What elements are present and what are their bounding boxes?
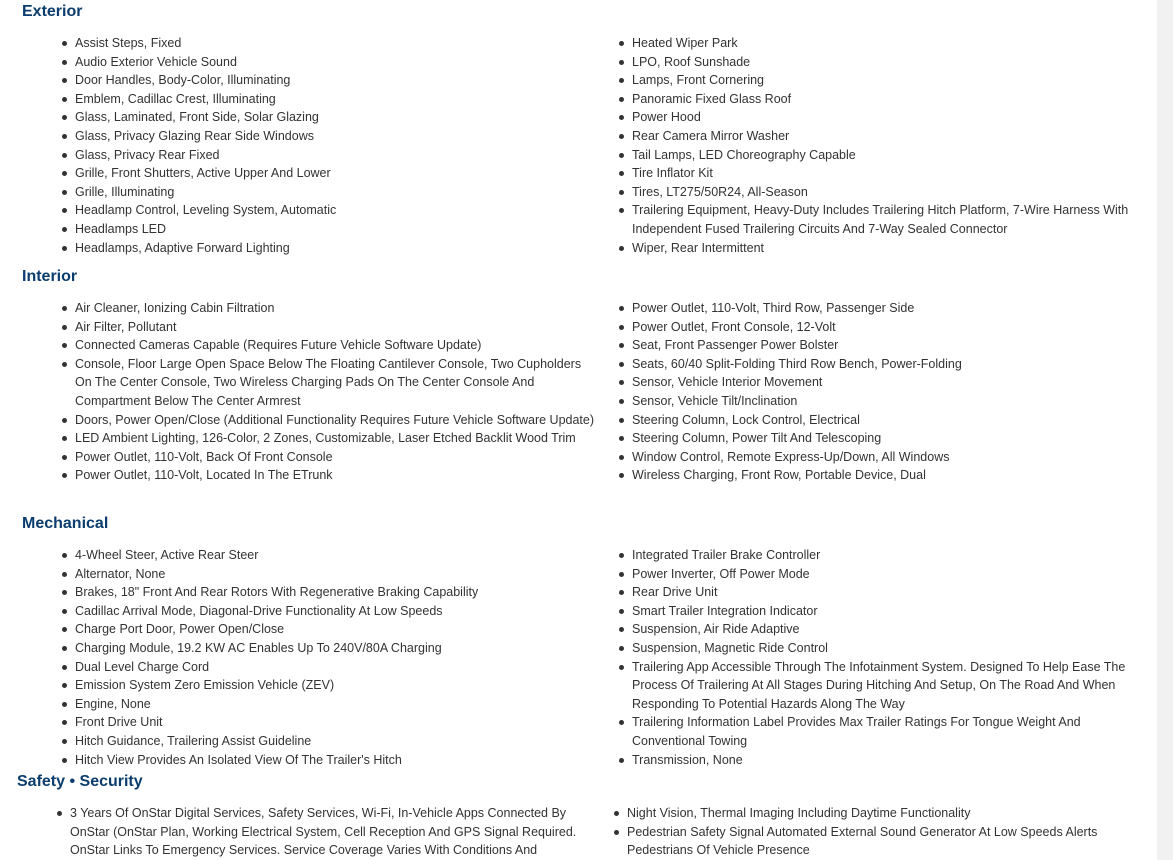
feature-list-item: Trailering Information Label Provides Max Trailer Ratings For Tongue Weight And Conventional Towing	[632, 713, 1152, 750]
feature-list-item: Glass, Laminated, Front Side, Solar Glazing	[75, 108, 605, 127]
feature-list-item: Integrated Trailer Brake Controller	[632, 546, 1152, 565]
feature-list-item: Headlamp Control, Leveling System, Automatic	[75, 201, 605, 220]
feature-list-item: Transmission, None	[632, 751, 1152, 770]
feature-list-item: Rear Drive Unit	[632, 583, 1152, 602]
feature-list-item: LED Ambient Lighting, 126-Color, 2 Zones, Customizable, Laser Etched Backlit Wood Trim	[75, 429, 600, 448]
section-title-exterior: Exterior	[22, 3, 83, 20]
feature-list-item: 4-Wheel Steer, Active Rear Steer	[75, 546, 605, 565]
feature-list-item: Hitch View Provides An Isolated View Of The Trailer's Hitch	[75, 751, 605, 770]
feature-list-item: Doors, Power Open/Close (Additional Functionality Requires Future Vehicle Software Update)	[75, 411, 600, 430]
feature-list-item: Pedestrian Safety Signal Automated External Sound Generator At Low Speeds Alerts Pedestrians Of Vehicle Presence	[627, 823, 1132, 860]
safety-list-left	[70, 804, 595, 860]
feature-list-item: Alternator, None	[75, 565, 605, 584]
feature-list-item: Power Outlet, 110-Volt, Back Of Front Console	[75, 448, 600, 467]
feature-list-item: Suspension, Magnetic Ride Control	[632, 639, 1152, 658]
feature-list-item: Door Handles, Body-Color, Illuminating	[75, 71, 605, 90]
feature-list-item: Power Outlet, Front Console, 12-Volt	[632, 318, 1147, 337]
feature-list-item: Air Filter, Pollutant	[75, 318, 600, 337]
section-title-safety-security: Safety • Security	[17, 773, 143, 790]
feature-list-item: Lamps, Front Cornering	[632, 71, 1147, 90]
feature-list-item: Tail Lamps, LED Choreography Capable	[632, 146, 1147, 165]
feature-list-item: Connected Cameras Capable (Requires Future Vehicle Software Update)	[75, 336, 600, 355]
feature-list-item: Rear Camera Mirror Washer	[632, 127, 1147, 146]
feature-list-item: Night Vision, Thermal Imaging Including Daytime Functionality	[627, 804, 1132, 823]
feature-list-item: Brakes, 18" Front And Rear Rotors With Regenerative Braking Capability	[75, 583, 605, 602]
feature-list-item: Glass, Privacy Rear Fixed	[75, 146, 605, 165]
feature-list-item: LPO, Roof Sunshade	[632, 53, 1147, 72]
feature-list-item: Trailering App Accessible Through The Infotainment System. Designed To Help Ease The Process Of Trailering At All Stages During Hitching And Setup, On The Road And When Responding To Potential Hazards Along The Way	[632, 658, 1152, 714]
feature-list-item: Engine, None	[75, 695, 605, 714]
interior-list-right	[632, 299, 1147, 485]
feature-list-item: Cadillac Arrival Mode, Diagonal-Drive Functionality At Low Speeds	[75, 602, 605, 621]
exterior-list-left	[75, 34, 605, 257]
feature-list-item: Power Inverter, Off Power Mode	[632, 565, 1152, 584]
feature-list-item: Emblem, Cadillac Crest, Illuminating	[75, 90, 605, 109]
feature-list-item: Panoramic Fixed Glass Roof	[632, 90, 1147, 109]
feature-list-item: Grille, Front Shutters, Active Upper And Lower	[75, 164, 605, 183]
feature-list-item: Air Cleaner, Ionizing Cabin Filtration	[75, 299, 600, 318]
feature-list-item: Headlamps LED	[75, 220, 605, 239]
feature-list-item: Dual Level Charge Cord	[75, 658, 605, 677]
feature-list-item: Power Outlet, 110-Volt, Located In The ETrunk	[75, 466, 600, 485]
section-title-interior: Interior	[22, 268, 78, 285]
feature-list-item: Console, Floor Large Open Space Below The Floating Cantilever Console, Two Cupholders On The Center Console, Two Wireless Charging Pads On The Center Console And Compartment Below The Center Armrest	[75, 355, 600, 411]
feature-list-item: Wireless Charging, Front Row, Portable Device, Dual	[632, 466, 1147, 485]
feature-list-item: Trailering Equipment, Heavy-Duty Includes Trailering Hitch Platform, 7-Wire Harness With Independent Fused Trailering Circuits And 7-Way Sealed Connector	[632, 201, 1147, 238]
feature-list-item: Tires, LT275/50R24, All-Season	[632, 183, 1147, 202]
feature-list-item: Glass, Privacy Glazing Rear Side Windows	[75, 127, 605, 146]
section-title-mechanical: Mechanical	[22, 515, 109, 532]
feature-list-item: Sensor, Vehicle Tilt/Inclination	[632, 392, 1147, 411]
exterior-list-right	[632, 34, 1147, 257]
feature-list-item: Audio Exterior Vehicle Sound	[75, 53, 605, 72]
feature-list-item: Power Hood	[632, 108, 1147, 127]
scrollbar[interactable]	[1157, 0, 1173, 860]
feature-list-item: Headlamps, Adaptive Forward Lighting	[75, 239, 605, 258]
safety-list-right	[627, 804, 1132, 860]
feature-list-item: Smart Trailer Integration Indicator	[632, 602, 1152, 621]
feature-list-item: Front Drive Unit	[75, 713, 605, 732]
feature-list-item: Steering Column, Power Tilt And Telescoping	[632, 429, 1147, 448]
mechanical-list-left	[75, 546, 605, 769]
feature-list-item: Wiper, Rear Intermittent	[632, 239, 1147, 258]
feature-list-item: Charge Port Door, Power Open/Close	[75, 620, 605, 639]
feature-list-item: Power Outlet, 110-Volt, Third Row, Passenger Side	[632, 299, 1147, 318]
feature-list-item: Emission System Zero Emission Vehicle (ZEV)	[75, 676, 605, 695]
feature-list-item: Window Control, Remote Express-Up/Down, All Windows	[632, 448, 1147, 467]
feature-list-item: Heated Wiper Park	[632, 34, 1147, 53]
feature-list-item: Suspension, Air Ride Adaptive	[632, 620, 1152, 639]
feature-list-item: 3 Years Of OnStar Digital Services, Safety Services, Wi-Fi, In-Vehicle Apps Connected By OnStar (OnStar Plan, Working Electrical System, Cell Reception And GPS Signal Required. OnStar Links To Emergency Services. Service Coverage Varies With Conditions And	[70, 804, 595, 860]
feature-list-item: Assist Steps, Fixed	[75, 34, 605, 53]
feature-list-item: Seats, 60/40 Split-Folding Third Row Bench, Power-Folding	[632, 355, 1147, 374]
feature-list-item: Sensor, Vehicle Interior Movement	[632, 373, 1147, 392]
feature-list-item: Charging Module, 19.2 KW AC Enables Up To 240V/80A Charging	[75, 639, 605, 658]
feature-list-item: Steering Column, Lock Control, Electrical	[632, 411, 1147, 430]
mechanical-list-right	[632, 546, 1152, 769]
feature-list-item: Hitch Guidance, Trailering Assist Guideline	[75, 732, 605, 751]
feature-list-item: Seat, Front Passenger Power Bolster	[632, 336, 1147, 355]
feature-list-item: Grille, Illuminating	[75, 183, 605, 202]
feature-list-item: Tire Inflator Kit	[632, 164, 1147, 183]
interior-list-left	[75, 299, 600, 485]
